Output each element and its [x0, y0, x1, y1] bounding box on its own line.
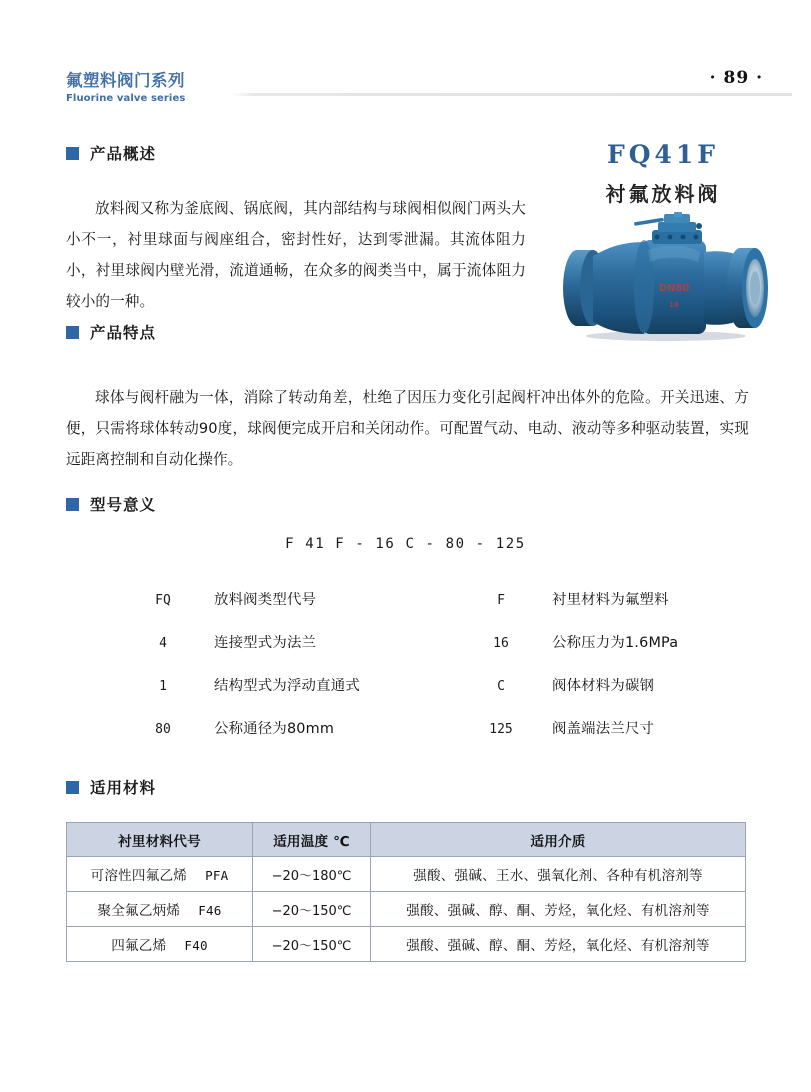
header-divider: [232, 93, 792, 96]
square-bullet-icon: [66, 326, 79, 339]
square-bullet-icon: [66, 781, 79, 794]
legend-description: 公称压力为1.6MPa: [552, 635, 679, 651]
table-header-row: [67, 823, 746, 857]
legend-code: 125: [489, 722, 513, 737]
cell-lining-material: [67, 892, 253, 927]
section-heading-materials: [66, 776, 156, 798]
cell-media: 强酸、强碱、醇、酮、芳烃，氧化烃、有机溶剂等: [371, 892, 746, 927]
section-title-features: 产品特点: [90, 324, 157, 342]
legend-row: [140, 631, 360, 674]
cell-temperature: −20～150℃: [253, 927, 371, 962]
section-heading-overview: [66, 142, 156, 164]
square-bullet-icon: [66, 498, 79, 511]
lining-material-code: PFA: [205, 868, 229, 883]
table-row: [67, 927, 746, 962]
overview-paragraph: 放料阀又称为釜底阀、锅底阀，其内部结构与球阀相似阀门两头大小不一，衬里球面与阀座组合，密封性好，达到零泄漏。其流体阻力小，衬里球阀内壁光滑，流道通畅，在众多的阀类当中，属于流体阻力较小的一种。: [66, 199, 526, 310]
legend-description: 阀体材料为碳钢: [552, 678, 655, 694]
section-heading-model-meaning: [66, 493, 156, 515]
lined-ball-valve-illustration: [548, 212, 793, 342]
legend-row: [140, 588, 360, 631]
svg-text:16: 16: [669, 301, 679, 309]
lining-material-code: F40: [184, 938, 208, 953]
column-header-temperature: 适用温度 ℃: [253, 823, 371, 857]
legend-code: 80: [155, 722, 171, 737]
cell-temperature: −20～150℃: [253, 892, 371, 927]
cell-lining-material: [67, 927, 253, 962]
legend-code: F: [497, 593, 505, 608]
cell-lining-material: [67, 857, 253, 892]
cell-media: 强酸、强碱、醇、酮、芳烃，氧化烃、有机溶剂等: [371, 927, 746, 962]
legend-description: 衬里材料为氟塑料: [552, 592, 669, 608]
model-legend-left-column: [140, 588, 360, 760]
svg-text:DN80: DN80: [658, 283, 690, 294]
model-legend-right-column: [478, 588, 678, 760]
legend-row: [140, 674, 360, 717]
applicable-materials-table: [66, 822, 746, 962]
column-header-lining-code: 衬里材料代号: [67, 823, 253, 857]
legend-row: [478, 631, 678, 674]
brand-block: [66, 72, 185, 104]
legend-code: 1: [159, 679, 167, 694]
section-heading-features: [66, 321, 156, 343]
legend-description: 公称通径为80mm: [214, 721, 335, 737]
cell-media: 强酸、强碱、王水、强氧化剂、各种有机溶剂等: [371, 857, 746, 892]
table-row: [67, 892, 746, 927]
square-bullet-icon: [66, 147, 79, 160]
legend-code: 4: [159, 636, 167, 651]
lining-material-name: 四氟乙烯: [111, 938, 167, 954]
model-code-string: F 41 F - 16 C - 80 - 125: [285, 536, 526, 552]
section-title-materials: 适用材料: [90, 779, 157, 797]
lining-material-code: F46: [198, 903, 222, 918]
cell-temperature: −20～180℃: [253, 857, 371, 892]
column-header-media: 适用介质: [371, 823, 746, 857]
brand-title-en: Fluorine valve series: [66, 92, 186, 104]
page-number: · 89 ·: [709, 68, 763, 88]
page-header: [0, 0, 811, 112]
legend-description: 放料阀类型代号: [214, 592, 317, 608]
section-title-overview: 产品概述: [90, 145, 157, 163]
legend-row: [478, 588, 678, 631]
table-row: [67, 857, 746, 892]
legend-row: [478, 674, 678, 717]
legend-code: 16: [493, 636, 509, 651]
brand-title-cn: 氟塑料阀门系列: [66, 71, 185, 90]
legend-description: 连接型式为法兰: [214, 635, 317, 651]
legend-code: FQ: [155, 593, 171, 608]
lining-material-name: 可溶性四氟乙烯: [90, 868, 188, 884]
section-title-model-meaning: 型号意义: [90, 496, 157, 514]
legend-row: [140, 717, 360, 760]
legend-description: 结构型式为浮动直通式: [214, 678, 360, 694]
legend-description: 阀盖端法兰尺寸: [552, 721, 655, 737]
product-model-title: FQ41F: [606, 140, 720, 169]
product-name-cn: 衬氟放料阀: [605, 182, 721, 206]
features-paragraph: 球体与阀杆融为一体，消除了转动角差，杜绝了因压力变化引起阀杆冲出体外的危险。开关迅速、方便，只需将球体转动90度，球阀便完成开启和关闭动作。可配置气动、电动、液动等多种驱动装置，实现远距离控制和自动化操作。: [66, 388, 749, 468]
legend-code: C: [497, 679, 505, 694]
valve-product-image: [548, 212, 793, 342]
legend-row: [478, 717, 678, 760]
lining-material-name: 聚全氟乙炳烯: [97, 903, 181, 919]
